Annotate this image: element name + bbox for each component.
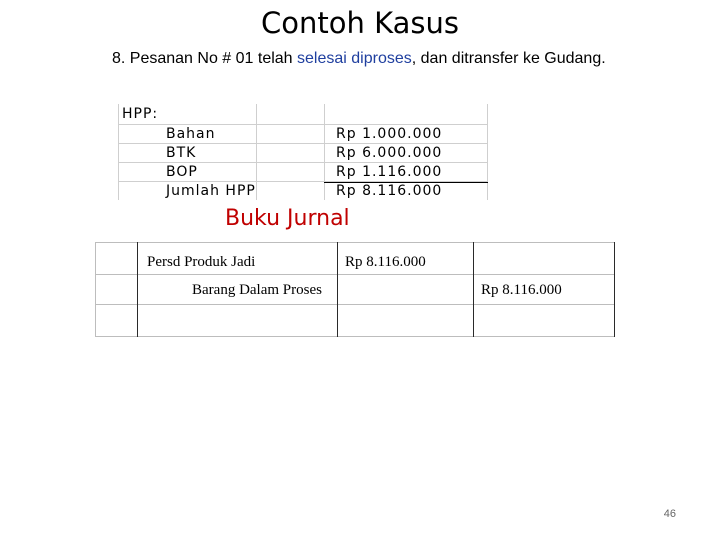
credit-account: Barang Dalam Proses [192, 282, 322, 298]
hpp-row-label: Bahan [166, 126, 216, 142]
hpp-row [118, 164, 488, 182]
hpp-header: HPP: [122, 106, 159, 122]
credit-amount: Rp 8.116.000 [481, 282, 562, 298]
hpp-row [118, 145, 488, 163]
hpp-row-label: BOP [166, 164, 198, 180]
debit-amount: Rp 8.116.000 [345, 254, 426, 270]
hpp-row [118, 126, 488, 144]
question-text [112, 48, 632, 69]
question-suffix: , dan ditransfer ke Gudang. [411, 50, 606, 67]
hpp-row-label: BTK [166, 145, 197, 161]
hpp-row-value: Rp 1.116.000 [336, 164, 443, 180]
hpp-row-value: Rp 1.000.000 [336, 126, 443, 142]
slide-title: Contoh Kasus [261, 6, 459, 40]
hpp-row-value: Rp 8.116.000 [336, 183, 443, 199]
hpp-table [118, 104, 488, 200]
question-highlight: selesai diproses [297, 50, 412, 67]
hpp-row-value: Rp 6.000.000 [336, 145, 443, 161]
hpp-row-total [118, 183, 488, 201]
hpp-row-label: Jumlah HPP [166, 183, 256, 199]
journal-table [95, 242, 615, 337]
question-prefix: 8. Pesanan No # 01 telah [112, 50, 298, 67]
jurnal-title: Buku Jurnal [225, 206, 350, 231]
page-number: 46 [663, 508, 676, 520]
debit-account: Persd Produk Jadi [147, 254, 256, 270]
